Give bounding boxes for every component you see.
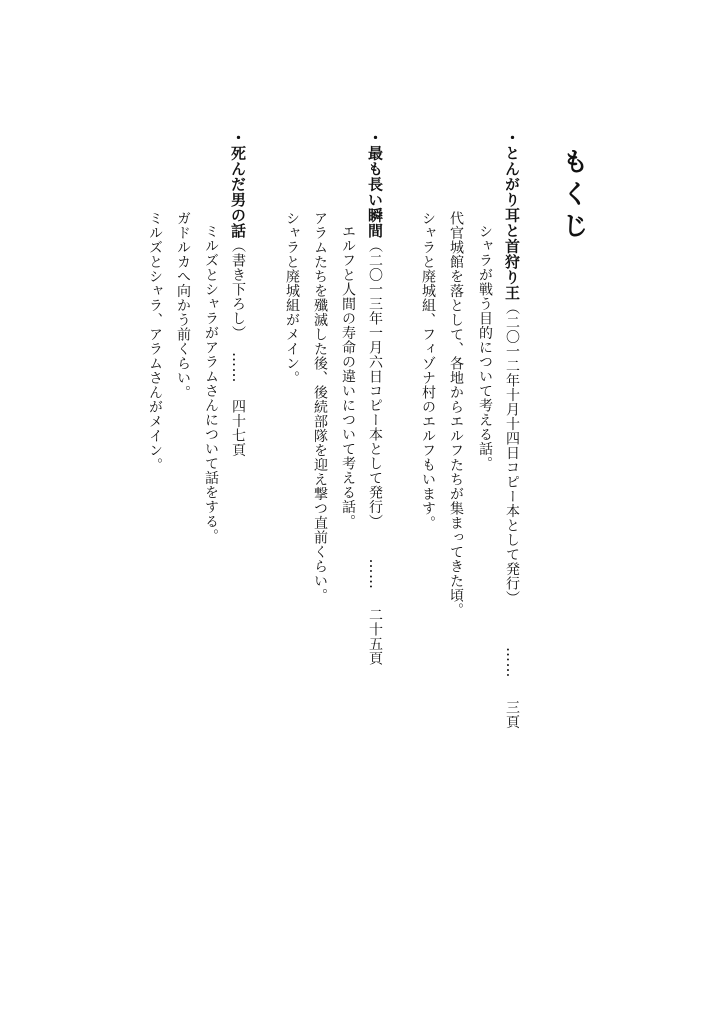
entry-note: （二〇一三年一月六日コピー本として発行）: [367, 238, 383, 529]
entry-2-desc-line-1: エルフと人間の寿命の違いについて考える話。: [340, 224, 356, 529]
entry-title: 最も長い瞬間: [366, 145, 384, 239]
bullet: ・: [366, 130, 384, 146]
toc-entry-2: [367, 130, 382, 666]
bullet: ・: [229, 130, 247, 146]
entry-2-desc-line-2: アラムたちを殲滅した後、後続部隊を迎え撃つ直前くらい。: [312, 211, 328, 603]
entry-leader-dots: ……: [366, 558, 384, 590]
entry-page-number: 二十五頁: [367, 607, 383, 666]
entry-page-number: 三頁: [504, 700, 520, 729]
entry-page-number: 四十七頁: [230, 399, 246, 457]
bullet: ・: [503, 130, 521, 146]
entry-1-desc-line-1: シャラが戦う目的について考える話。: [477, 224, 493, 471]
entry-leader-dots: ……: [503, 647, 521, 678]
toc-entry-1: [504, 130, 519, 729]
entry-2-desc-line-3: シャラと廃城組がメイン。: [284, 211, 300, 385]
entry-1-desc-line-2: 代官城館を落として、各地からエルフたちが集まってきた頃。: [448, 211, 464, 617]
entry-3-desc-line-3: ミルズとシャラ、アラムさんがメイン。: [147, 211, 163, 472]
toc-entry-3: [230, 130, 245, 457]
entry-title: 死んだ男の話: [229, 145, 247, 239]
entry-title: とんがり耳と首狩り王: [503, 145, 521, 301]
page-title: もくじ: [558, 148, 588, 244]
entry-3-desc-line-1: ミルズとシャラがアラムさんについて話をする。: [203, 224, 219, 543]
entry-note: （二〇一二年十月十四日コピー本として発行）: [504, 300, 520, 605]
entry-leader-dots: ……: [229, 352, 247, 383]
entry-note: （書き下ろし）: [230, 238, 246, 340]
entry-1-desc-line-3: シャラと廃城組、フィゾナ村のエルフもいます。: [420, 211, 436, 530]
entry-3-desc-line-2: ガドルカへ向かう前くらい。: [175, 211, 191, 400]
